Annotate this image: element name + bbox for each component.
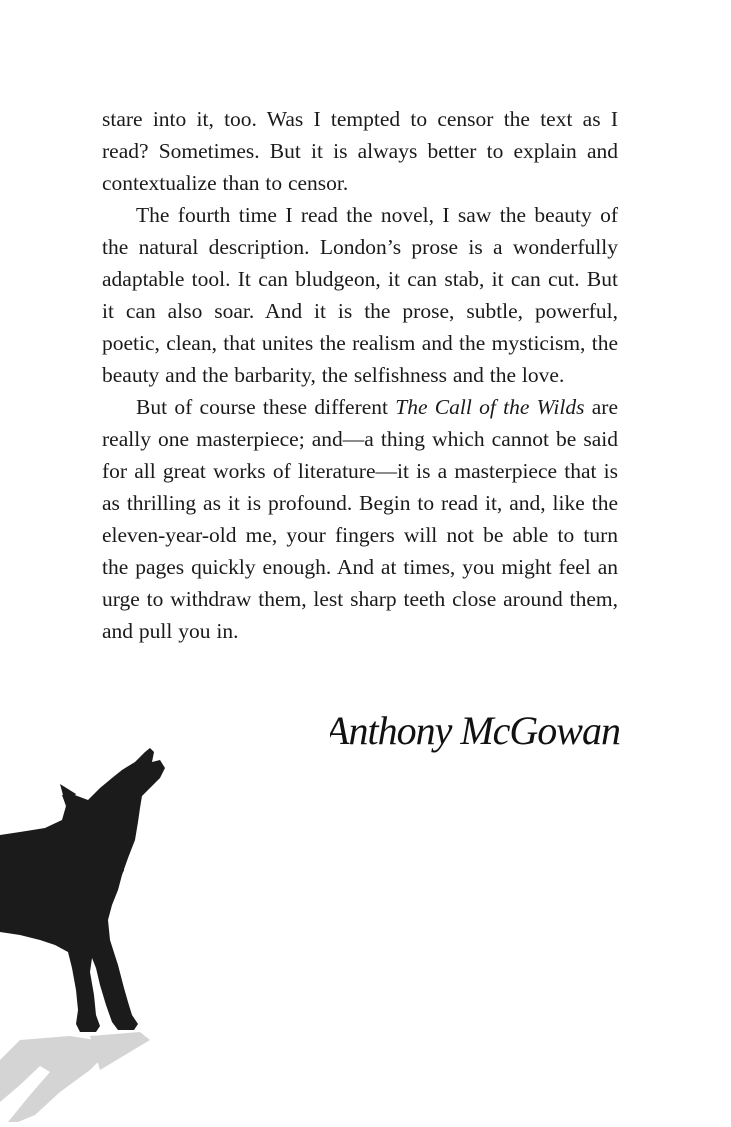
howling-wolf-icon (0, 740, 240, 1122)
body-text (102, 103, 618, 647)
paragraph-3-text-start: But of course these different (136, 395, 396, 419)
paragraph-3-text-end: are really one masterpiece; and—a thing which cannot be said for all great works of literature—it is a masterpiece that is as thrilling as it is profound. Begin to read it, and, like the eleven-year-old me, your fingers will not be able to turn the pages quickly enough. And at times, you might feel an urge to withdraw them, lest sharp teeth close around them, and pull you in. (102, 395, 618, 643)
paragraph-1-text: stare into it, too. Was I tempted to censor the text as I read? Sometimes. But it is always better to explain and contextualize than to censor. (102, 107, 618, 195)
wolf-body (0, 748, 165, 1032)
signature-text: Anthony McGowan (330, 708, 620, 753)
signature-svg (330, 702, 630, 772)
wolf-shadow (0, 1032, 150, 1122)
paragraph-1 (102, 103, 618, 199)
paragraph-3 (102, 391, 618, 647)
book-title: The Call of the Wilds (395, 395, 585, 419)
paragraph-2-text: The fourth time I read the novel, I saw the beauty of the natural description. London’s prose is a wonderfully adaptable tool. It can bludgeon, it can stab, it can cut. But it can also soar. And it is the prose, subtle, powerful, poetic, clean, that unites the realism and the mysticism, the beauty and the barbarity, the selfishness and the love. (102, 203, 618, 387)
paragraph-2 (102, 199, 618, 391)
author-signature (330, 702, 630, 772)
